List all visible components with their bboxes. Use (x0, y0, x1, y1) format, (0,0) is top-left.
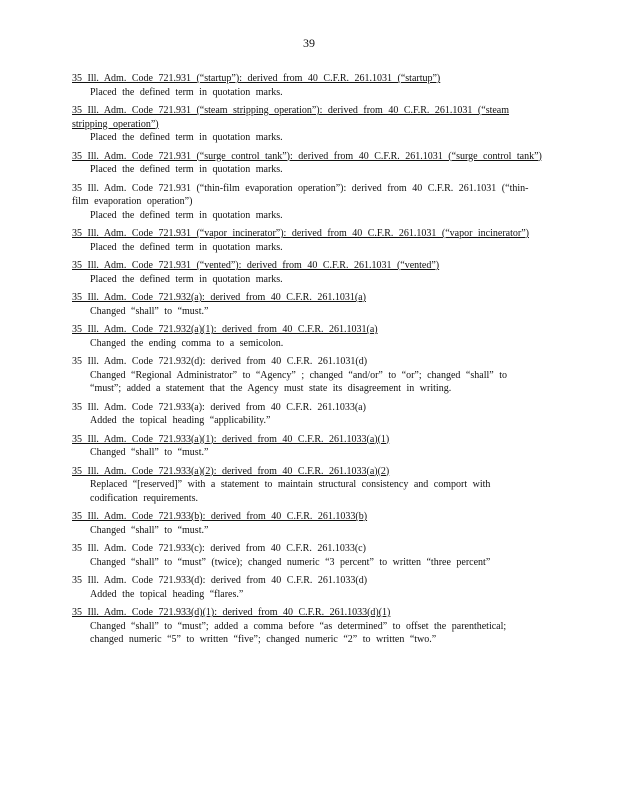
list-item (72, 323, 542, 350)
list-item (72, 433, 542, 460)
citation: 35 Ill. Adm. Code 721.932(a)(1): derived from 40 C.F.R. 261.1031(a) (72, 324, 378, 335)
list-item (72, 150, 542, 177)
note: Placed the defined term in quotation marks. (90, 86, 283, 98)
note: Replaced “[reserved]” with a statement to maintain structural consistency and comport with codification requirements. (90, 479, 491, 504)
note: Changed the ending comma to a semicolon. (90, 337, 284, 349)
citation: 35 Ill. Adm. Code 721.933(a)(2): derived from 40 C.F.R. 261.1033(a)(2) (72, 465, 390, 477)
citation: 35 Ill. Adm. Code 721.933(d)(1): derived from 40 C.F.R. 261.1033(d)(1) (72, 607, 391, 618)
note: Changed “Regional Administrator” to “Agency” ; changed “and/or” to “or”; changed “shall” to “must”; added a statement that the Agency must state its disagreement in writing. (90, 369, 507, 394)
citation: 35 Ill. Adm. Code 721.933(d): derived from 40 C.F.R. 261.1033(d) (72, 575, 368, 586)
derivation-notes-list (72, 72, 542, 652)
list-item (72, 606, 542, 647)
citation: 35 Ill. Adm. Code 721.931 (“thin-film evaporation operation”): derived from 40 C.F.R. 261.1031 (“thin-film evaporation operation”) (72, 182, 529, 207)
note: Changed “shall” to “must”; added a comma before “as determined” to offset the parenthetical; changed numeric “5” to written “five”; changed numeric “2” to written “two.” (90, 620, 507, 645)
note: Placed the defined term in quotation marks. (90, 209, 283, 221)
citation: 35 Ill. Adm. Code 721.933(b): derived from 40 C.F.R. 261.1033(b) (72, 511, 368, 522)
list-item (72, 542, 542, 569)
citation: 35 Ill. Adm. Code 721.932(d): derived from 40 C.F.R. 261.1031(d) (72, 356, 368, 367)
citation: 35 Ill. Adm. Code 721.932(a): derived from 40 C.F.R. 261.1031(a) (72, 292, 366, 303)
note: Placed the defined term in quotation marks. (90, 132, 283, 143)
citation: 35 Ill. Adm. Code 721.931 (“startup”): derived from 40 C.F.R. 261.1031 (“startup”) (72, 73, 441, 84)
note: Changed “shall” to “must.” (90, 305, 209, 317)
note: Added the topical heading “applicability.” (90, 415, 271, 426)
list-item (72, 401, 542, 428)
note: Placed the defined term in quotation marks. (90, 273, 283, 285)
citation: 35 Ill. Adm. Code 721.931 (“surge control tank”): derived from 40 C.F.R. 261.1031 (“surge control tank”) (72, 150, 542, 162)
page-number: 39 (303, 36, 315, 50)
note: Changed “shall” to “must” (twice); changed numeric “3 percent” to written “three percent” (90, 556, 491, 568)
citation: 35 Ill. Adm. Code 721.931 (“steam stripping operation”): derived from 40 C.F.R. 261.1031 (“steam stripping operation”) (72, 105, 510, 130)
list-item (72, 182, 542, 223)
list-item (72, 465, 542, 506)
list-item (72, 574, 542, 601)
note: Placed the defined term in quotation marks. (90, 241, 283, 253)
list-item (72, 72, 542, 99)
list-item (72, 510, 542, 537)
citation: 35 Ill. Adm. Code 721.931 (“vapor incinerator”): derived from 40 C.F.R. 261.1031 (“vapor incinerator”) (72, 228, 529, 239)
citation: 35 Ill. Adm. Code 721.933(a): derived from 40 C.F.R. 261.1033(a) (72, 401, 366, 413)
list-item (72, 259, 542, 286)
note: Placed the defined term in quotation marks. (90, 164, 283, 175)
citation: 35 Ill. Adm. Code 721.931 (“vented”): derived from 40 C.F.R. 261.1031 (“vented”) (72, 260, 440, 271)
list-item (72, 104, 542, 145)
citation: 35 Ill. Adm. Code 721.933(a)(1): derived from 40 C.F.R. 261.1033(a)(1) (72, 433, 390, 445)
note: Added the topical heading “flares.” (90, 588, 244, 600)
list-item (72, 355, 542, 396)
citation: 35 Ill. Adm. Code 721.933(c): derived from 40 C.F.R. 261.1033(c) (72, 543, 366, 554)
list-item (72, 227, 542, 254)
note: Changed “shall” to “must.” (90, 524, 209, 536)
list-item (72, 291, 542, 318)
note: Changed “shall” to “must.” (90, 447, 209, 458)
